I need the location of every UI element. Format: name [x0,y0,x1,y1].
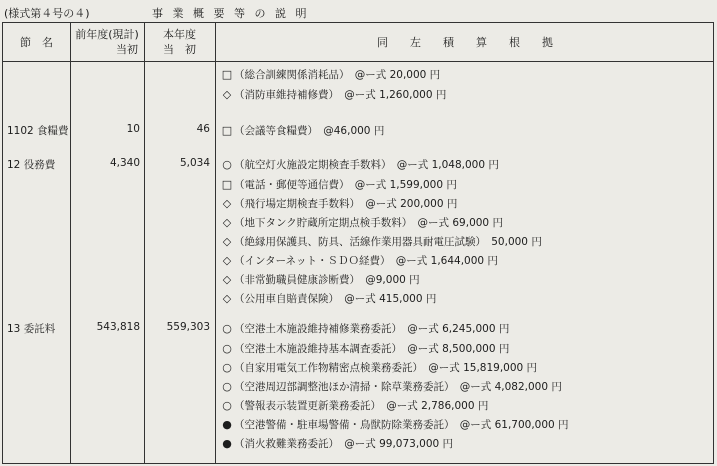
bullet-diamond-icon: ◇ [222,273,232,286]
bullet-diamond-icon: ◇ [222,197,232,210]
basis-text: （消火救難業務委託） @ー式 99,073,000 円 [234,438,454,450]
basis-line [220,234,542,249]
bullet-circle-icon: ○ [222,361,232,374]
basis-text: （会議等食糧費） @46,000 円 [234,125,385,137]
row-curr-amount: 559,303 [166,321,210,333]
basis-line [220,272,420,287]
basis-line [220,67,440,82]
header-prev-year-initial: 当初 [116,43,138,56]
basis-line [220,87,446,102]
basis-line [220,215,503,230]
col-divider [70,23,71,463]
basis-text: （消防車維持補修費） @ー式 1,260,000 円 [234,89,447,101]
basis-text: （空港周辺部調整池ほか清掃・除草業務委託） @ー式 4,082,000 円 [234,381,562,393]
basis-line [220,398,488,413]
basis-text: （総合訓練関係消耗品） @ー式 20,000 円 [234,69,441,81]
bullet-circle-icon: ○ [222,399,232,412]
bullet-square-icon: □ [221,178,233,191]
basis-line [220,196,457,211]
row-prev-amount: 10 [126,123,140,135]
basis-line [220,417,569,432]
header-prev-year: 前年度(現計) [75,28,139,41]
page-title: 事 業 概 要 等 の 説 明 [152,7,310,20]
basis-line [220,436,453,451]
basis-text: （自家用電気工作物精密点検業務委託） @ー式 15,819,000 円 [234,362,538,374]
header-item: 節 名 [20,36,53,49]
row-curr-amount: 46 [196,123,210,135]
bullet-circle-icon: ○ [222,322,232,335]
row-curr-amount: 5,034 [179,157,210,169]
basis-line [220,157,499,172]
basis-text: （公用車自賠責保険） @ー式 415,000 円 [234,293,437,305]
row-prev-amount: 4,340 [109,157,140,169]
header-basis: 同 左 積 算 根 拠 [377,36,553,49]
bullet-diamond-icon: ◇ [222,235,232,248]
bullet-square-icon: □ [221,68,233,81]
row-prev-amount: 543,818 [96,321,140,333]
explanation-table [2,22,714,464]
bullet-diamond-icon: ◇ [222,254,232,267]
header-curr-year-initial: 当 初 [163,43,196,56]
bullet-circle-icon: ○ [222,158,232,171]
basis-line [220,379,562,394]
bullet-circle-icon: ○ [222,380,232,393]
bullet-square-icon: □ [221,124,233,137]
basis-line [220,123,384,138]
basis-line [220,321,509,336]
col-divider [215,23,216,463]
bullet-circle-icon: ○ [222,342,232,355]
header-divider [3,61,713,62]
basis-text: （地下タンク貯蔵所定期点検手数料） @ー式 69,000 円 [234,217,503,229]
basis-line [220,177,457,192]
bullet-diamond-icon: ◇ [222,292,232,305]
bullet-diamond-icon: ◇ [222,88,232,101]
header-curr-year: 本年度 [163,28,196,41]
row-name: 1102 食糧費 [7,125,69,137]
basis-text: （電話・郵便等通信費） @ー式 1,599,000 円 [234,179,457,191]
bullet-filled-circle-icon: ● [222,418,232,431]
basis-text: （空港土木施設維持補修業務委託） @ー式 6,245,000 円 [234,323,510,335]
basis-line [220,360,537,375]
basis-text: （空港土木施設維持基本調査委託） @ー式 8,500,000 円 [234,343,510,355]
form-label: (様式第４号の４) [4,7,90,20]
basis-text: （空港警備・駐車場警備・鳥獣防除業務委託） @ー式 61,700,000 円 [234,419,569,431]
col-divider [144,23,145,463]
row-name: 12 役務費 [7,159,56,171]
row-name: 13 委託料 [7,323,56,335]
bullet-filled-circle-icon: ● [222,437,232,450]
basis-text: （絶縁用保護具、防具、活線作業用器具耐電圧試験） 50,000 円 [234,236,542,248]
basis-text: （インターネット・ＳＤＯ経費） @ー式 1,644,000 円 [234,255,498,267]
basis-line [220,291,436,306]
basis-text: （非常勤職員健康診断費） @9,000 円 [234,274,420,286]
basis-text: （飛行場定期検査手数料） @ー式 200,000 円 [234,198,458,210]
basis-line [220,341,509,356]
basis-line [220,253,498,268]
bullet-diamond-icon: ◇ [222,216,232,229]
basis-text: （警報表示装置更新業務委託） @ー式 2,786,000 円 [234,400,489,412]
basis-text: （航空灯火施設定期検査手数料） @ー式 1,048,000 円 [234,159,499,171]
